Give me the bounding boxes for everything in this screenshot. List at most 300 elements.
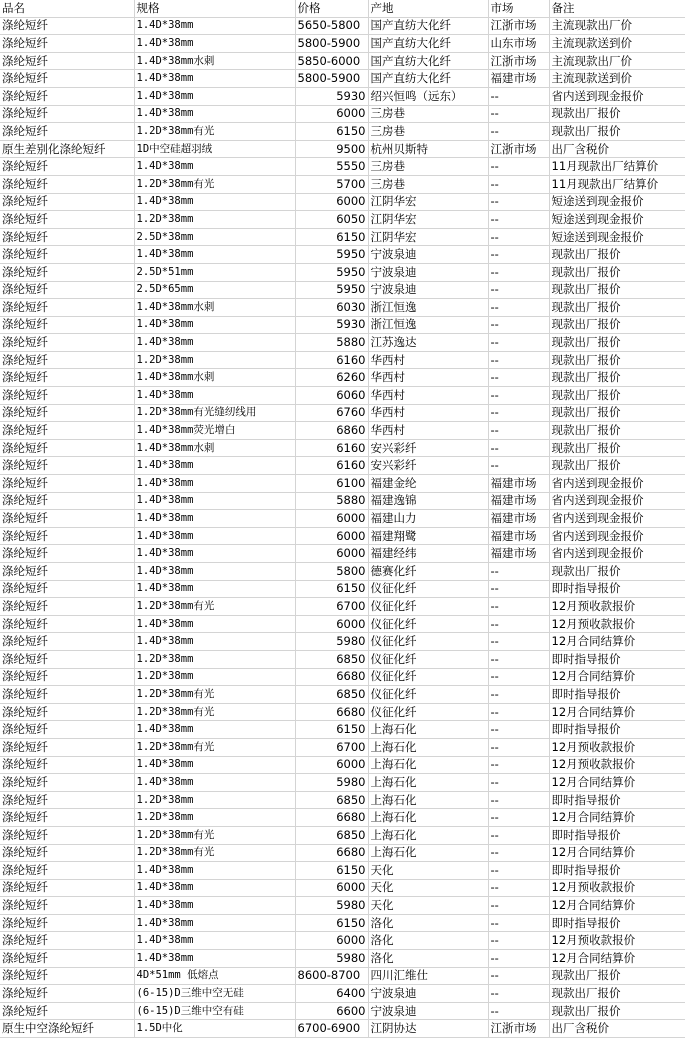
- cell-spec: 1.2D*38mm有光: [134, 738, 295, 756]
- table-row: [0, 545, 685, 563]
- cell-spec: 4D*51mm 低熔点: [134, 967, 295, 985]
- cell-note: 11月现款出厂结算价: [549, 158, 685, 176]
- cell-market: --: [488, 738, 549, 756]
- cell-price: 6000: [295, 615, 368, 633]
- cell-spec: 1.4D*38mm荧光增白: [134, 422, 295, 440]
- cell-note: 12月合同结算价: [549, 809, 685, 827]
- table-row: [0, 598, 685, 616]
- table-row: [0, 914, 685, 932]
- cell-origin: 国产直纺大化纤: [368, 17, 488, 35]
- cell-price: 5950: [295, 281, 368, 299]
- cell-market: --: [488, 457, 549, 475]
- cell-note: 现款出厂报价: [549, 1002, 685, 1020]
- header-note: 备注: [549, 0, 685, 17]
- cell-market: --: [488, 615, 549, 633]
- cell-market: --: [488, 422, 549, 440]
- cell-note: 现款出厂报价: [549, 263, 685, 281]
- table-row: [0, 175, 685, 193]
- table-row: [0, 950, 685, 968]
- header-market: 市场: [488, 0, 549, 17]
- cell-name: 涤纶短纤: [0, 686, 134, 704]
- cell-market: --: [488, 439, 549, 457]
- cell-market: --: [488, 369, 549, 387]
- cell-origin: 江阴华宏: [368, 228, 488, 246]
- cell-market: --: [488, 228, 549, 246]
- cell-spec: 1.4D*38mm: [134, 387, 295, 405]
- cell-origin: 福建逸锦: [368, 492, 488, 510]
- table-row: [0, 334, 685, 352]
- cell-spec: 1.4D*38mm: [134, 334, 295, 352]
- cell-note: 12月合同结算价: [549, 950, 685, 968]
- cell-spec: 1.2D*38mm: [134, 351, 295, 369]
- cell-market: --: [488, 967, 549, 985]
- cell-origin: 浙江恒逸: [368, 316, 488, 334]
- table-row: [0, 703, 685, 721]
- cell-origin: 华西村: [368, 422, 488, 440]
- cell-spec: 1.4D*38mm: [134, 527, 295, 545]
- cell-price: 6100: [295, 475, 368, 493]
- cell-name: 涤纶短纤: [0, 175, 134, 193]
- table-row: [0, 105, 685, 123]
- table-row: [0, 475, 685, 493]
- cell-name: 涤纶短纤: [0, 281, 134, 299]
- cell-market: --: [488, 985, 549, 1003]
- cell-name: 涤纶短纤: [0, 228, 134, 246]
- cell-name: 涤纶短纤: [0, 967, 134, 985]
- cell-spec: 1.4D*38mm: [134, 563, 295, 581]
- table-row: [0, 211, 685, 229]
- cell-price: 6680: [295, 703, 368, 721]
- cell-note: 省内送到现金报价: [549, 87, 685, 105]
- cell-origin: 宁波泉迪: [368, 263, 488, 281]
- cell-name: 原生差别化涤纶短纤: [0, 140, 134, 158]
- table-row: [0, 35, 685, 53]
- cell-spec: 1.2D*38mm有光: [134, 844, 295, 862]
- cell-note: 现款出厂报价: [549, 246, 685, 264]
- cell-note: 省内送到现金报价: [549, 510, 685, 528]
- cell-market: --: [488, 316, 549, 334]
- cell-origin: 江阴华宏: [368, 211, 488, 229]
- cell-price: 6000: [295, 756, 368, 774]
- cell-price: 6700-6900: [295, 1020, 368, 1038]
- cell-note: 即时指导报价: [549, 721, 685, 739]
- cell-name: 涤纶短纤: [0, 932, 134, 950]
- cell-origin: 天化: [368, 879, 488, 897]
- cell-name: 涤纶短纤: [0, 862, 134, 880]
- cell-price: 6150: [295, 580, 368, 598]
- cell-price: 6680: [295, 809, 368, 827]
- table-row: [0, 439, 685, 457]
- cell-market: --: [488, 844, 549, 862]
- table-row: [0, 563, 685, 581]
- cell-price: 6850: [295, 650, 368, 668]
- cell-price: 6150: [295, 862, 368, 880]
- cell-market: 福建市场: [488, 510, 549, 528]
- cell-price: 6030: [295, 299, 368, 317]
- cell-origin: 三房巷: [368, 105, 488, 123]
- cell-note: 即时指导报价: [549, 914, 685, 932]
- cell-spec: 1.2D*38mm有光: [134, 598, 295, 616]
- cell-name: 涤纶短纤: [0, 87, 134, 105]
- cell-name: 涤纶短纤: [0, 422, 134, 440]
- cell-name: 涤纶短纤: [0, 879, 134, 897]
- cell-origin: 上海石化: [368, 826, 488, 844]
- cell-price: 6700: [295, 598, 368, 616]
- cell-note: 现款出厂报价: [549, 563, 685, 581]
- cell-note: 短途送到现金报价: [549, 193, 685, 211]
- cell-market: --: [488, 774, 549, 792]
- cell-note: 12月预收款报价: [549, 756, 685, 774]
- cell-market: 福建市场: [488, 475, 549, 493]
- cell-note: 主流现款出厂价: [549, 17, 685, 35]
- cell-name: 涤纶短纤: [0, 721, 134, 739]
- cell-spec: 1.4D*38mm: [134, 914, 295, 932]
- cell-origin: 宁波泉迪: [368, 281, 488, 299]
- cell-note: 主流现款送到价: [549, 70, 685, 88]
- cell-note: 出厂含税价: [549, 140, 685, 158]
- cell-origin: 国产直纺大化纤: [368, 70, 488, 88]
- cell-origin: 福建翔鹭: [368, 527, 488, 545]
- cell-market: --: [488, 158, 549, 176]
- cell-origin: 仪征化纤: [368, 650, 488, 668]
- cell-origin: 仪征化纤: [368, 703, 488, 721]
- cell-market: --: [488, 686, 549, 704]
- cell-price: 6050: [295, 211, 368, 229]
- cell-origin: 上海石化: [368, 774, 488, 792]
- cell-spec: 2.5D*38mm: [134, 228, 295, 246]
- cell-origin: 华西村: [368, 369, 488, 387]
- cell-spec: 1.2D*38mm有光: [134, 123, 295, 141]
- table-row: [0, 1020, 685, 1038]
- cell-origin: 浙江恒逸: [368, 299, 488, 317]
- cell-name: 涤纶短纤: [0, 299, 134, 317]
- cell-price: 6850: [295, 686, 368, 704]
- cell-note: 12月预收款报价: [549, 615, 685, 633]
- cell-price: 5950: [295, 263, 368, 281]
- header-price: 价格: [295, 0, 368, 17]
- cell-price: 6000: [295, 932, 368, 950]
- cell-note: 即时指导报价: [549, 791, 685, 809]
- cell-origin: 福建经纬: [368, 545, 488, 563]
- cell-price: 5980: [295, 950, 368, 968]
- cell-note: 现款出厂报价: [549, 369, 685, 387]
- cell-name: 涤纶短纤: [0, 826, 134, 844]
- table-row: [0, 862, 685, 880]
- cell-spec: 1.4D*38mm: [134, 545, 295, 563]
- table-row: [0, 404, 685, 422]
- cell-spec: 1.4D*38mm: [134, 580, 295, 598]
- cell-price: 6150: [295, 721, 368, 739]
- cell-name: 涤纶短纤: [0, 387, 134, 405]
- cell-note: 现款出厂报价: [549, 985, 685, 1003]
- cell-price: 6060: [295, 387, 368, 405]
- cell-origin: 杭州贝斯特: [368, 140, 488, 158]
- cell-name: 涤纶短纤: [0, 70, 134, 88]
- table-row: [0, 510, 685, 528]
- cell-spec: 1.4D*38mm: [134, 475, 295, 493]
- cell-market: 福建市场: [488, 70, 549, 88]
- cell-origin: 安兴彩纤: [368, 457, 488, 475]
- cell-origin: 仪征化纤: [368, 686, 488, 704]
- table-row: [0, 158, 685, 176]
- cell-name: 涤纶短纤: [0, 633, 134, 651]
- cell-note: 12月合同结算价: [549, 703, 685, 721]
- cell-market: --: [488, 334, 549, 352]
- cell-name: 涤纶短纤: [0, 914, 134, 932]
- cell-note: 即时指导报价: [549, 650, 685, 668]
- cell-name: 涤纶短纤: [0, 105, 134, 123]
- cell-market: --: [488, 950, 549, 968]
- cell-price: 5700: [295, 175, 368, 193]
- cell-price: 6680: [295, 844, 368, 862]
- cell-origin: 洛化: [368, 914, 488, 932]
- cell-origin: 江苏逸达: [368, 334, 488, 352]
- cell-spec: 1.4D*38mm: [134, 862, 295, 880]
- cell-spec: 1D中空硅超羽绒: [134, 140, 295, 158]
- cell-note: 现款出厂报价: [549, 316, 685, 334]
- cell-market: --: [488, 175, 549, 193]
- table-row: [0, 633, 685, 651]
- cell-price: 6680: [295, 668, 368, 686]
- table-row: [0, 809, 685, 827]
- table-row: [0, 369, 685, 387]
- cell-spec: 1.4D*38mm: [134, 492, 295, 510]
- cell-market: --: [488, 563, 549, 581]
- cell-name: 涤纶短纤: [0, 17, 134, 35]
- cell-market: 山东市场: [488, 35, 549, 53]
- cell-name: 涤纶短纤: [0, 1002, 134, 1020]
- cell-spec: 1.4D*38mm: [134, 897, 295, 915]
- cell-market: 福建市场: [488, 492, 549, 510]
- cell-market: --: [488, 87, 549, 105]
- cell-name: 涤纶短纤: [0, 246, 134, 264]
- cell-market: --: [488, 299, 549, 317]
- cell-origin: 上海石化: [368, 721, 488, 739]
- table-row: [0, 527, 685, 545]
- cell-name: 涤纶短纤: [0, 492, 134, 510]
- cell-name: 涤纶短纤: [0, 439, 134, 457]
- cell-market: --: [488, 879, 549, 897]
- cell-origin: 上海石化: [368, 791, 488, 809]
- cell-spec: 1.2D*38mm: [134, 791, 295, 809]
- cell-note: 现款出厂报价: [549, 404, 685, 422]
- cell-market: --: [488, 791, 549, 809]
- table-row: [0, 738, 685, 756]
- table-row: [0, 457, 685, 475]
- cell-name: 涤纶短纤: [0, 351, 134, 369]
- cell-note: 12月合同结算价: [549, 844, 685, 862]
- cell-price: 6260: [295, 369, 368, 387]
- cell-origin: 上海石化: [368, 756, 488, 774]
- cell-note: 12月合同结算价: [549, 897, 685, 915]
- cell-market: 江浙市场: [488, 1020, 549, 1038]
- cell-name: 涤纶短纤: [0, 475, 134, 493]
- cell-name: 涤纶短纤: [0, 316, 134, 334]
- cell-spec: 1.2D*38mm有光缝纫线用: [134, 404, 295, 422]
- cell-spec: 1.2D*38mm: [134, 211, 295, 229]
- cell-market: 福建市场: [488, 527, 549, 545]
- cell-market: --: [488, 897, 549, 915]
- cell-market: --: [488, 668, 549, 686]
- cell-price: 9500: [295, 140, 368, 158]
- cell-spec: 1.2D*38mm有光: [134, 703, 295, 721]
- cell-market: --: [488, 1002, 549, 1020]
- cell-note: 即时指导报价: [549, 686, 685, 704]
- cell-note: 12月预收款报价: [549, 738, 685, 756]
- cell-market: 江浙市场: [488, 17, 549, 35]
- cell-name: 涤纶短纤: [0, 211, 134, 229]
- cell-market: 江浙市场: [488, 52, 549, 70]
- cell-spec: 1.4D*38mm: [134, 950, 295, 968]
- cell-spec: 1.2D*38mm有光: [134, 175, 295, 193]
- cell-spec: 1.4D*38mm: [134, 615, 295, 633]
- cell-market: --: [488, 633, 549, 651]
- cell-price: 6400: [295, 985, 368, 1003]
- cell-origin: 四川汇维仕: [368, 967, 488, 985]
- cell-note: 现款出厂报价: [549, 439, 685, 457]
- cell-market: --: [488, 932, 549, 950]
- cell-spec: 1.2D*38mm有光: [134, 686, 295, 704]
- table-row: [0, 281, 685, 299]
- cell-origin: 国产直纺大化纤: [368, 35, 488, 53]
- cell-market: --: [488, 703, 549, 721]
- cell-note: 11月现款出厂结算价: [549, 175, 685, 193]
- cell-spec: 1.4D*38mm水刺: [134, 369, 295, 387]
- table-row: [0, 193, 685, 211]
- cell-name: 涤纶短纤: [0, 844, 134, 862]
- cell-note: 12月预收款报价: [549, 932, 685, 950]
- table-row: [0, 1002, 685, 1020]
- cell-price: 6760: [295, 404, 368, 422]
- cell-name: 涤纶短纤: [0, 404, 134, 422]
- cell-origin: 三房巷: [368, 175, 488, 193]
- cell-note: 即时指导报价: [549, 826, 685, 844]
- cell-spec: 1.2D*38mm: [134, 668, 295, 686]
- cell-price: 6150: [295, 123, 368, 141]
- table-row: [0, 70, 685, 88]
- cell-origin: 江阴协达: [368, 1020, 488, 1038]
- cell-spec: 1.4D*38mm: [134, 105, 295, 123]
- cell-market: --: [488, 809, 549, 827]
- cell-name: 涤纶短纤: [0, 510, 134, 528]
- cell-name: 涤纶短纤: [0, 52, 134, 70]
- cell-name: 涤纶短纤: [0, 263, 134, 281]
- cell-spec: 1.4D*38mm: [134, 316, 295, 334]
- cell-origin: 华西村: [368, 387, 488, 405]
- cell-name: 涤纶短纤: [0, 809, 134, 827]
- cell-market: --: [488, 351, 549, 369]
- header-spec: 规格: [134, 0, 295, 17]
- cell-spec: 1.4D*38mm: [134, 193, 295, 211]
- table-row: [0, 844, 685, 862]
- cell-name: 原生中空涤纶短纤: [0, 1020, 134, 1038]
- cell-note: 现款出厂报价: [549, 422, 685, 440]
- cell-spec: 2.5D*65mm: [134, 281, 295, 299]
- table-row: [0, 826, 685, 844]
- table-row: [0, 299, 685, 317]
- header-name: 品名: [0, 0, 134, 17]
- cell-note: 省内送到现金报价: [549, 475, 685, 493]
- table-row: [0, 228, 685, 246]
- cell-note: 省内送到现金报价: [549, 492, 685, 510]
- cell-origin: 宁波泉迪: [368, 1002, 488, 1020]
- cell-origin: 仪征化纤: [368, 615, 488, 633]
- cell-market: --: [488, 123, 549, 141]
- cell-name: 涤纶短纤: [0, 545, 134, 563]
- cell-spec: 1.4D*38mm: [134, 721, 295, 739]
- cell-spec: 1.4D*38mm: [134, 879, 295, 897]
- table-body: [0, 17, 685, 1037]
- cell-origin: 上海石化: [368, 809, 488, 827]
- table-row: [0, 351, 685, 369]
- cell-spec: 1.4D*38mm水刺: [134, 299, 295, 317]
- cell-origin: 仪征化纤: [368, 633, 488, 651]
- cell-market: 江浙市场: [488, 140, 549, 158]
- cell-market: --: [488, 862, 549, 880]
- cell-price: 6860: [295, 422, 368, 440]
- cell-origin: 洛化: [368, 950, 488, 968]
- cell-spec: 1.2D*38mm: [134, 809, 295, 827]
- cell-name: 涤纶短纤: [0, 985, 134, 1003]
- table-row: [0, 879, 685, 897]
- cell-spec: 1.4D*38mm水刺: [134, 439, 295, 457]
- cell-note: 12月预收款报价: [549, 879, 685, 897]
- cell-spec: 1.2D*38mm有光: [134, 826, 295, 844]
- table-row: [0, 932, 685, 950]
- cell-spec: 1.5D中化: [134, 1020, 295, 1038]
- cell-price: 6150: [295, 914, 368, 932]
- table-row: [0, 316, 685, 334]
- cell-price: 5980: [295, 897, 368, 915]
- cell-market: --: [488, 914, 549, 932]
- table-row: [0, 985, 685, 1003]
- cell-origin: 上海石化: [368, 738, 488, 756]
- cell-market: --: [488, 263, 549, 281]
- cell-price: 5800-5900: [295, 35, 368, 53]
- cell-name: 涤纶短纤: [0, 791, 134, 809]
- cell-name: 涤纶短纤: [0, 897, 134, 915]
- cell-market: --: [488, 598, 549, 616]
- cell-price: 5800-5900: [295, 70, 368, 88]
- cell-price: 6850: [295, 791, 368, 809]
- cell-name: 涤纶短纤: [0, 650, 134, 668]
- cell-spec: 1.4D*38mm: [134, 17, 295, 35]
- table-row: [0, 897, 685, 915]
- table-row: [0, 774, 685, 792]
- cell-origin: 宁波泉迪: [368, 246, 488, 264]
- table-row: [0, 387, 685, 405]
- cell-name: 涤纶短纤: [0, 527, 134, 545]
- cell-name: 涤纶短纤: [0, 334, 134, 352]
- cell-note: 12月合同结算价: [549, 633, 685, 651]
- cell-note: 现款出厂报价: [549, 299, 685, 317]
- cell-name: 涤纶短纤: [0, 774, 134, 792]
- cell-market: --: [488, 650, 549, 668]
- cell-price: 5980: [295, 633, 368, 651]
- cell-note: 现款出厂报价: [549, 334, 685, 352]
- cell-spec: 1.4D*38mm: [134, 158, 295, 176]
- cell-note: 现款出厂报价: [549, 105, 685, 123]
- cell-price: 5800: [295, 563, 368, 581]
- cell-market: --: [488, 246, 549, 264]
- table-row: [0, 721, 685, 739]
- table-row: [0, 650, 685, 668]
- cell-price: 6000: [295, 105, 368, 123]
- cell-origin: 仪征化纤: [368, 598, 488, 616]
- table-row: [0, 52, 685, 70]
- cell-market: 福建市场: [488, 545, 549, 563]
- cell-price: 6000: [295, 545, 368, 563]
